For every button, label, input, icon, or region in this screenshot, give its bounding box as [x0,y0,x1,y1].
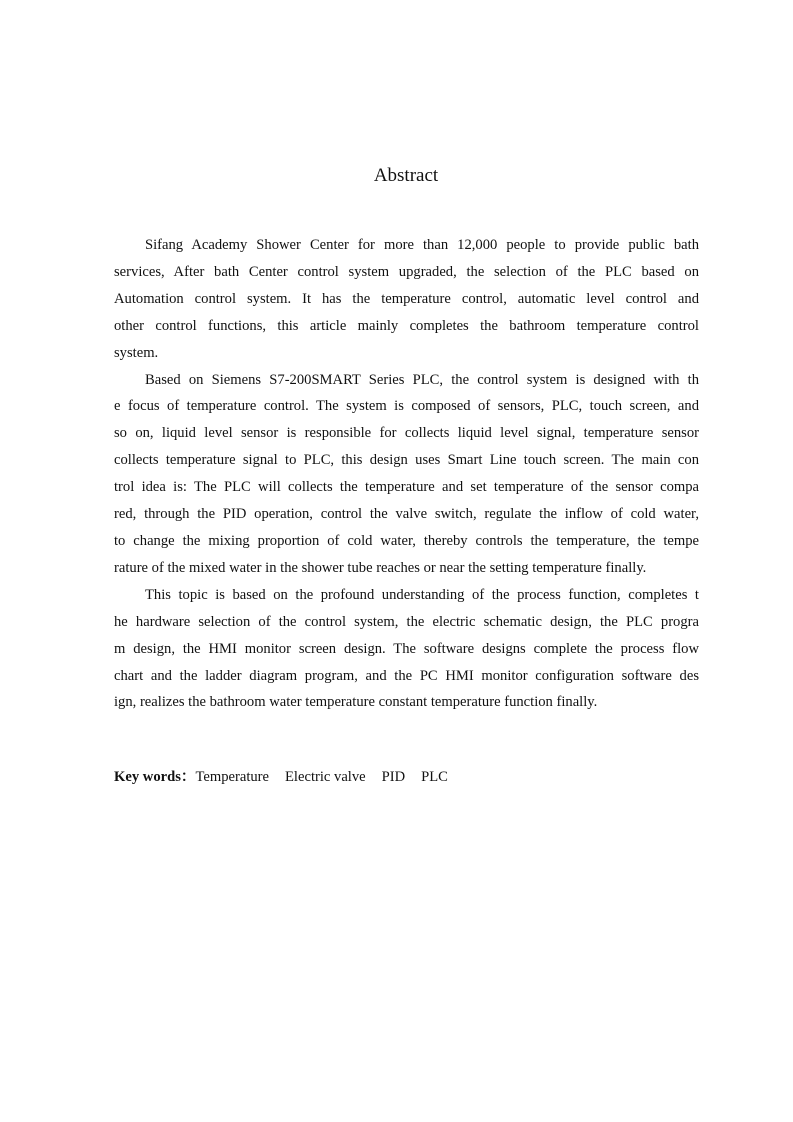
text-line: to change the mixing proportion of cold water, thereby controls the temperature, the tempe [114,532,699,549]
text-line: ign, realizes the bathroom water temperature constant temperature function finally. [114,694,598,711]
text-line: Automation control system. It has the temperature control, automatic level control and [114,290,699,307]
text-line: system. [114,344,159,361]
keyword-term: Electric valve [285,769,366,785]
abstract-title: Abstract [373,165,439,186]
text-line: rature of the mixed water in the shower tube reaches or near the setting temperature finally. [114,559,647,576]
text-line: so on, liquid level sensor is responsible for collects liquid level signal, temperature sensor [114,425,699,442]
text-line: red, through the PID operation, control the valve switch, regulate the inflow of cold water, [114,506,699,523]
text-line: chart and the ladder diagram program, and the PC HMI monitor configuration software des [114,667,699,684]
keywords-line [114,765,699,789]
text-line: collects temperature signal to PLC, this design uses Smart Line touch screen. The main con [114,452,699,469]
abstract-body [114,232,699,716]
text-line: trol idea is: The PLC will collects the temperature and set temperature of the sensor compa [114,479,699,496]
keywords-label: Key words： [114,769,196,785]
text-line: Sifang Academy Shower Center for more than 12,000 people to provide public bath [145,237,699,253]
text-line: This topic is based on the profound understanding of the process function, completes t [145,586,699,603]
keyword-term: PID [381,769,406,785]
text-line: m design, the HMI monitor screen design. The software designs complete the process flow [114,640,699,657]
keyword-term: Temperature [195,769,270,785]
text-line: services, After bath Center control system upgraded, the selection of the PLC based on [114,263,699,280]
abstract-paragraph-1 [114,232,699,367]
keyword-term: PLC [421,769,448,785]
text-line: he hardware selection of the control system, the electric schematic design, the PLC progra [114,613,699,630]
text-line: other control functions, this article mainly completes the bathroom temperature control [114,317,699,334]
abstract-paragraph-3 [114,582,699,717]
abstract-paragraph-2 [114,367,699,582]
text-line: Based on Siemens S7-200SMART Series PLC, the control system is designed with th [145,371,699,388]
text-line: e focus of temperature control. The system is composed of sensors, PLC, touch screen, and [114,398,699,415]
